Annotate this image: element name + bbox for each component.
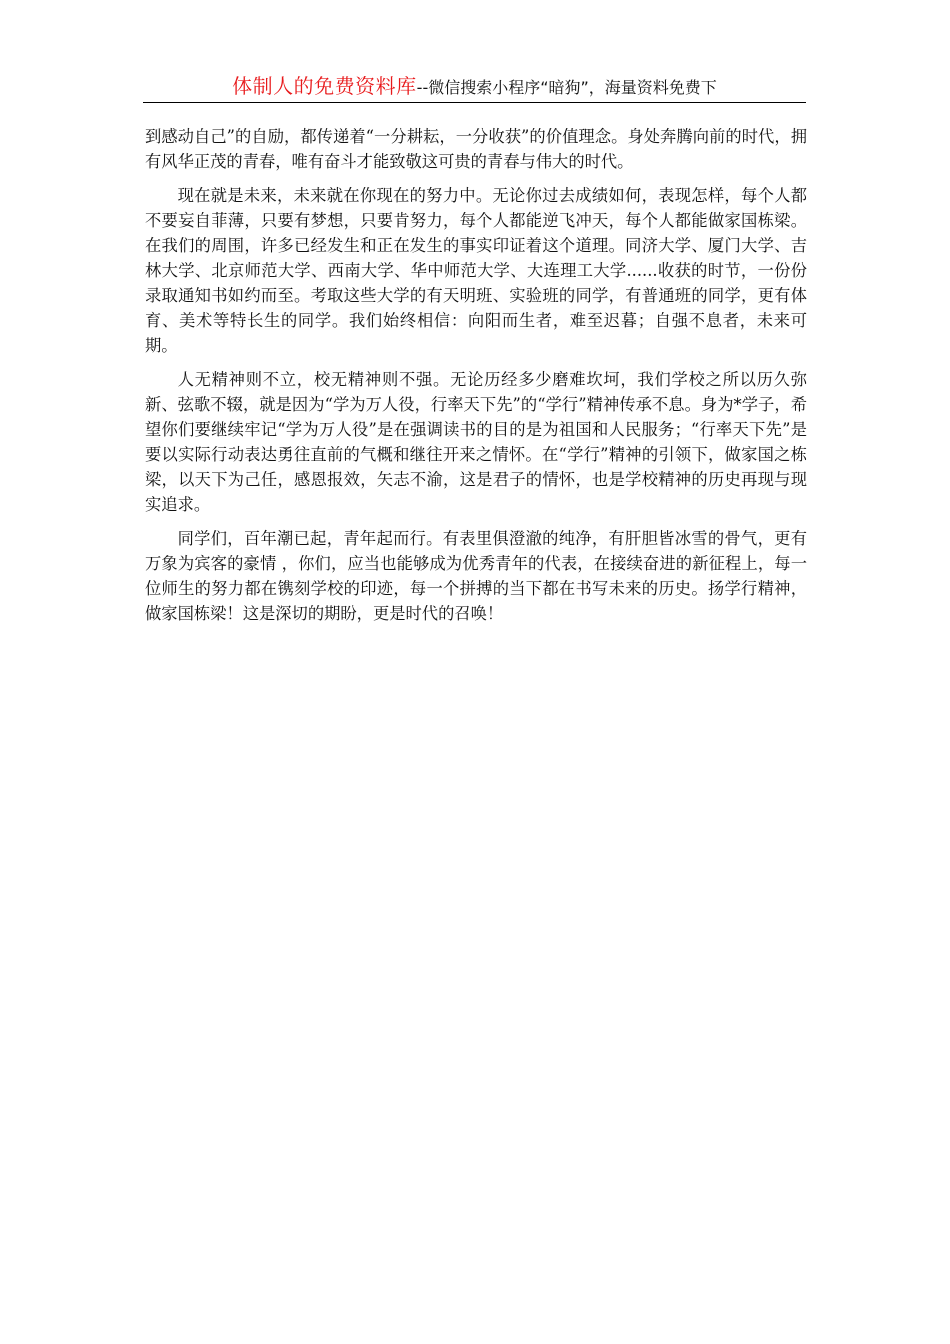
paragraph-1: 到感动自己”的自励，都传递着“一分耕耘，一分收获”的价值理念。身处奔腾向前的时代，拥有风华正茂的青春，唯有奋斗才能致敬这可贵的青春与伟大的时代。 [145,127,807,171]
document-body [145,124,807,635]
header-brand: 体制人的免费资料库 [232,74,417,98]
page-header [143,70,806,103]
header-tagline: --微信搜索小程序“暗狗”，海量资料免费下 [416,78,717,97]
paragraph-3: 人无精神则不立，校无精神则不强。无论历经多少磨难坎坷，我们学校之所以历久弥新、弦歌不辍，就是因为“学为万人役，行率天下先”的“学行”精神传承不息。身为*学子，希望你们要继续牢记“学为万人役”是在强调读书的目的是为祖国和人民服务；“行率天下先”是要以实际行动表达勇往直前的气概和继往开来之情怀。在“学行”精神的引领下，做家国之栋梁，以天下为己任，感恩报效，矢志不渝，这是君子的情怀，也是学校精神的历史再现与现实追求。 [145,370,807,514]
paragraph-2: 现在就是未来，未来就在你现在的努力中。无论你过去成绩如何，表现怎样，每个人都不要妄自菲薄，只要有梦想，只要肯努力，每个人都能逆飞冲天，每个人都能做家国栋梁。在我们的周围，许多已经发生和正在发生的事实印证着这个道理。同济大学、厦门大学、吉林大学、北京师范大学、西南大学、华中师范大学、大连理工大学......收获的时节，一份份录取通知书如约而至。考取这些大学的有天明班、实验班的同学，有普通班的同学，更有体育、美术等特长生的同学。我们始终相信：向阳而生者，难至迟暮；自强不息者，未来可期。 [145,186,807,355]
paragraph-4: 同学们，百年潮已起，青年起而行。有表里俱澄澈的纯净，有肝胆皆冰雪的骨气，更有万象为宾客的豪情 ，你们，应当也能够成为优秀青年的代表，在接续奋进的新征程上，每一位师生的努力都在镌刻学校的印迹，每一个拼搏的当下都在书写未来的历史。扬学行精神，做家国栋梁！这是深切的期盼，更是时代的召唤！ [145,529,807,623]
